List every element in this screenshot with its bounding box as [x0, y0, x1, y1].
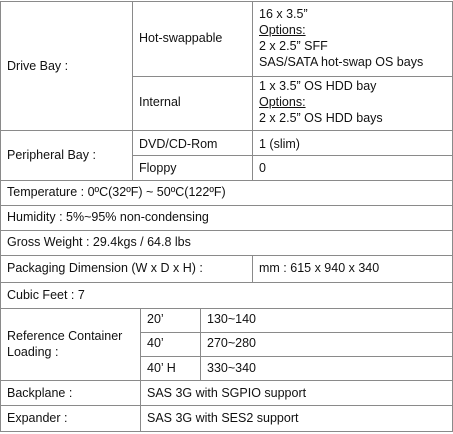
column-divider	[252, 1, 253, 181]
container-value: 270~280	[207, 336, 257, 350]
container-value: 130~140	[207, 312, 257, 326]
options-heading: Options:	[259, 23, 306, 37]
hot-swappable-line: 16 x 3.5”	[259, 7, 308, 21]
divider	[140, 356, 453, 357]
divider	[0, 205, 453, 206]
drive-bay-label: Drive Bay :	[7, 59, 69, 73]
peripheral-bay-label: Peripheral Bay :	[7, 148, 96, 162]
divider	[140, 332, 453, 333]
backplane-label: Backplane :	[7, 386, 73, 400]
column-divider	[252, 255, 253, 283]
packaging-dimension-value: mm : 615 x 940 x 340	[259, 261, 380, 275]
reference-container-label: Loading :	[7, 345, 59, 359]
divider	[0, 180, 453, 181]
packaging-dimension-label: Packaging Dimension (W x D x H) :	[7, 261, 203, 275]
humidity-row: Humidity : 5%~95% non-condensing	[7, 210, 209, 224]
cubic-feet-row: Cubic Feet : 7	[7, 288, 85, 302]
divider	[0, 380, 453, 381]
expander-value: SAS 3G with SES2 support	[147, 411, 299, 425]
hot-swappable-label: Hot-swappable	[139, 31, 223, 45]
reference-container-label: Reference Container	[7, 329, 123, 343]
dvd-cd-rom-value: 1 (slim)	[259, 137, 300, 151]
divider	[0, 282, 453, 283]
divider	[0, 255, 453, 256]
dvd-cd-rom-label: DVD/CD-Rom	[139, 137, 218, 151]
divider	[0, 230, 453, 231]
internal-line: 2 x 2.5” OS HDD bays	[259, 111, 383, 125]
gross-weight-row: Gross Weight : 29.4kgs / 64.8 lbs	[7, 235, 191, 249]
divider	[132, 76, 453, 77]
backplane-value: SAS 3G with SGPIO support	[147, 386, 307, 400]
internal-line: 1 x 3.5” OS HDD bay	[259, 79, 377, 93]
container-value: 330~340	[207, 361, 257, 375]
expander-label: Expander :	[7, 411, 68, 425]
divider	[0, 130, 453, 131]
container-size: 20’	[147, 312, 164, 326]
column-divider	[140, 308, 141, 432]
table-border-bottom	[0, 431, 453, 432]
container-size: 40’ H	[147, 361, 176, 375]
divider	[0, 308, 453, 309]
internal-label: Internal	[139, 95, 181, 109]
hot-swappable-line: SAS/SATA hot-swap OS bays	[259, 55, 424, 69]
options-heading: Options:	[259, 95, 306, 109]
column-divider	[200, 308, 201, 381]
divider	[0, 405, 453, 406]
table-border-top	[0, 1, 453, 2]
container-size: 40’	[147, 336, 164, 350]
hot-swappable-line: 2 x 2.5” SFF	[259, 39, 328, 53]
column-divider	[132, 1, 133, 181]
floppy-value: 0	[259, 161, 266, 175]
divider	[132, 155, 453, 156]
floppy-label: Floppy	[139, 161, 177, 175]
temperature-row: Temperature : 0ºC(32ºF) ~ 50ºC(122ºF)	[7, 185, 226, 199]
table-border-left	[0, 1, 1, 432]
